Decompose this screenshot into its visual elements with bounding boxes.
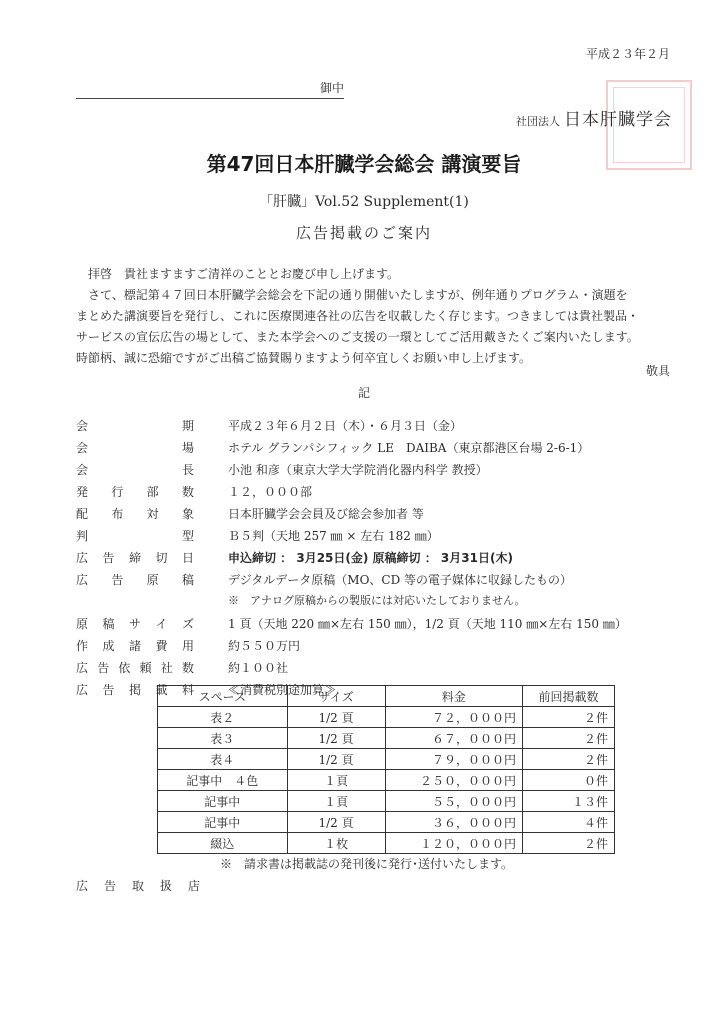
table-cell: ７９，０００円 — [385, 749, 522, 770]
table-cell: 記事中 ４色 — [158, 770, 288, 791]
closing-word: 敬具 — [645, 364, 670, 378]
detail-label-char: 作 — [76, 639, 89, 653]
agency-label-char: 告 — [103, 879, 116, 893]
detail-label-char: 料 — [181, 683, 194, 697]
column-header: 前回掲載数 — [523, 686, 615, 707]
table-cell: 記事中 — [158, 791, 288, 812]
detail-label — [76, 483, 194, 500]
column-header: 料金 — [385, 686, 522, 707]
table-row — [158, 791, 615, 812]
detail-label-char: 長 — [181, 463, 194, 477]
table-cell: ０件 — [523, 770, 615, 791]
detail-value: ※ アナログ原稿からの製版には対応いたしておりません。 — [228, 594, 526, 607]
table-cell: １２０，０００円 — [385, 833, 522, 854]
detail-label-char: 数 — [181, 661, 194, 675]
detail-label-char: 判 — [76, 529, 89, 543]
detail-label-char: 会 — [76, 419, 89, 433]
detail-label-char: イ — [155, 617, 168, 631]
detail-label-char: 告 — [102, 551, 115, 565]
detail-value: デジタルデータ原稿（MO、CD 等の電子媒体に収録したもの） — [228, 573, 573, 587]
table-cell: ２件 — [523, 749, 615, 770]
body-line: サービスの宣伝広告の場として、また本学会へのご支援の一環としてご活用戴きたくご案内いたします。 — [76, 330, 639, 344]
ki-heading: 記 — [357, 386, 370, 400]
document-title: 第47回日本肝臓学会総会 講演要旨 — [206, 152, 522, 176]
detail-label-char: 成 — [102, 639, 115, 653]
detail-label-char: 告 — [111, 573, 124, 587]
table-row — [158, 749, 615, 770]
detail-label-char: 稿 — [181, 573, 194, 587]
table-cell: ２５０，０００円 — [385, 770, 522, 791]
detail-label-char: 切 — [155, 551, 168, 565]
table-header-row — [158, 686, 615, 707]
addressee-suffix: 御中 — [319, 81, 344, 95]
agency-label-char: 店 — [187, 879, 200, 893]
table-cell: １頁 — [287, 770, 385, 791]
detail-value: 平成２３年６月２日（木）・６月３日（金） — [228, 419, 463, 433]
detail-label — [76, 615, 194, 632]
agency-label-char: 広 — [76, 879, 89, 893]
invoice-footnote: ※ 請求書は掲載誌の発刊後に発行･送付いたします。 — [220, 857, 514, 871]
table-cell: ２件 — [523, 833, 615, 854]
detail-label — [76, 439, 194, 456]
detail-label-char: 告 — [102, 683, 115, 697]
detail-label-char: 対 — [146, 507, 159, 521]
detail-label — [76, 571, 194, 588]
detail-label-char: 依 — [118, 661, 131, 675]
detail-value: 約１００社 — [228, 661, 289, 675]
detail-label-char: 配 — [76, 507, 89, 521]
detail-value: 小池 和彦（東京大学大学院消化器内科学 教授） — [228, 463, 488, 477]
detail-label — [76, 527, 194, 544]
detail-label-char: 用 — [181, 639, 194, 653]
table-row — [158, 770, 615, 791]
detail-label — [76, 659, 194, 676]
table-cell: １３件 — [523, 791, 615, 812]
detail-label-char: 型 — [181, 529, 194, 543]
detail-label-char: 費 — [155, 639, 168, 653]
detail-label-char: 広 — [76, 573, 89, 587]
detail-label-char: 諸 — [128, 639, 141, 653]
detail-value: 1 頁（天地 220 ㎜×左右 150 ㎜），1/2 頁（天地 110 ㎜×左右 150 ㎜） — [228, 617, 627, 631]
table-cell: ４件 — [523, 812, 615, 833]
detail-label-char: 会 — [76, 441, 89, 455]
detail-label — [76, 417, 194, 434]
detail-value: １２，０００部 — [228, 485, 313, 499]
detail-label-char: 社 — [160, 661, 173, 675]
table-cell: ７２，０００円 — [385, 707, 522, 728]
detail-label-char: 布 — [111, 507, 124, 521]
detail-label-char: 告 — [97, 661, 110, 675]
detail-label-char: 場 — [181, 441, 194, 455]
body-line: 拝啓 貴社ますますご清祥のこととお慶び申し上げます。 — [88, 267, 400, 281]
detail-value: 日本肝臓学会会員及び総会参加者 等 — [228, 507, 424, 521]
table-cell: ２件 — [523, 707, 615, 728]
detail-label-char: サ — [128, 617, 141, 631]
detail-label-char: 期 — [181, 419, 194, 433]
table-cell: ３６，０００円 — [385, 812, 522, 833]
detail-value: 約５５０万円 — [228, 639, 301, 653]
table-cell: 綴込 — [158, 833, 288, 854]
detail-label-char: 頼 — [139, 661, 152, 675]
body-line: さて、標記第４７回日本肝臓学会総会を下記の通り開催いたしますが、例年通りプログラム・演題を — [88, 288, 628, 302]
addressee-line — [76, 80, 344, 99]
detail-label-char: 広 — [76, 683, 89, 697]
detail-label-char: 原 — [76, 617, 89, 631]
table-cell: 1/2 頁 — [287, 728, 385, 749]
detail-value: ≪消費税別途加算≫ — [228, 683, 337, 697]
org-prefix: 社団法人 — [516, 115, 560, 128]
detail-label-char: 発 — [76, 485, 89, 499]
detail-value: Ｂ５判（天地 257 ㎜ × 左右 182 ㎜） — [228, 529, 439, 543]
ad-agency-label — [76, 877, 200, 894]
body-line: まとめた講演要旨を発行し、これに医療関連各社の広告を収載したく存じます。つきましては貴社製品・ — [76, 309, 640, 323]
table-cell: 表４ — [158, 749, 288, 770]
table-row — [158, 707, 615, 728]
detail-label-char: 会 — [76, 463, 89, 477]
detail-label-char: 象 — [181, 507, 194, 521]
detail-value: 申込締切 ： 3月25日(金) 原稿締切 ： 3月31日(木) — [228, 551, 513, 565]
table-cell: 記事中 — [158, 812, 288, 833]
detail-label-char: 部 — [146, 485, 159, 499]
table-cell: １頁 — [287, 791, 385, 812]
table-cell: １枚 — [287, 833, 385, 854]
detail-label-char: 稿 — [102, 617, 115, 631]
detail-label — [76, 637, 194, 654]
table-cell: 1/2 頁 — [287, 749, 385, 770]
detail-label-char: 広 — [76, 551, 89, 565]
table-cell: ２件 — [523, 728, 615, 749]
table-cell: 1/2 頁 — [287, 707, 385, 728]
detail-label-char: 日 — [181, 551, 194, 565]
table-row — [158, 833, 615, 854]
table-cell: ６７，０００円 — [385, 728, 522, 749]
ad-rate-table — [157, 685, 615, 854]
detail-label-char: 原 — [146, 573, 159, 587]
detail-label — [76, 461, 194, 478]
table-row — [158, 812, 615, 833]
column-header: サイズ — [287, 686, 385, 707]
detail-label-char: ズ — [181, 617, 194, 631]
column-header: スペース — [158, 686, 288, 707]
agency-label-char: 取 — [131, 879, 144, 893]
document-heading: 広告掲載のご案内 — [295, 224, 432, 242]
detail-label-char: 掲 — [128, 683, 141, 697]
detail-label-char: 広 — [76, 661, 89, 675]
body-line: 時節柄、誠に恐縮ですがご出稿ご協賛賜りますよう何卒宜しくお願い申し上げます。 — [76, 351, 532, 365]
detail-label — [76, 505, 194, 522]
table-cell: 表２ — [158, 707, 288, 728]
table-cell: 表３ — [158, 728, 288, 749]
table-cell: ５５，０００円 — [385, 791, 522, 812]
detail-value: ホテル グランパシフィック LE DAIBA（東京都港区台場 2-6-1） — [228, 441, 590, 455]
agency-label-char: 扱 — [159, 879, 172, 893]
table-row — [158, 728, 615, 749]
detail-label-char: 行 — [111, 485, 124, 499]
detail-label-char: 載 — [155, 683, 168, 697]
document-date: 平成２３年２月 — [585, 47, 670, 61]
org-name: 日本肝臓学会 — [564, 110, 672, 130]
detail-label-char: 締 — [128, 551, 141, 565]
detail-label — [76, 549, 194, 566]
table-cell: 1/2 頁 — [287, 812, 385, 833]
detail-label-char: 数 — [181, 485, 194, 499]
document-subtitle: 「肝臓」Vol.52 Supplement(1) — [259, 194, 469, 210]
organization-name — [516, 105, 672, 130]
